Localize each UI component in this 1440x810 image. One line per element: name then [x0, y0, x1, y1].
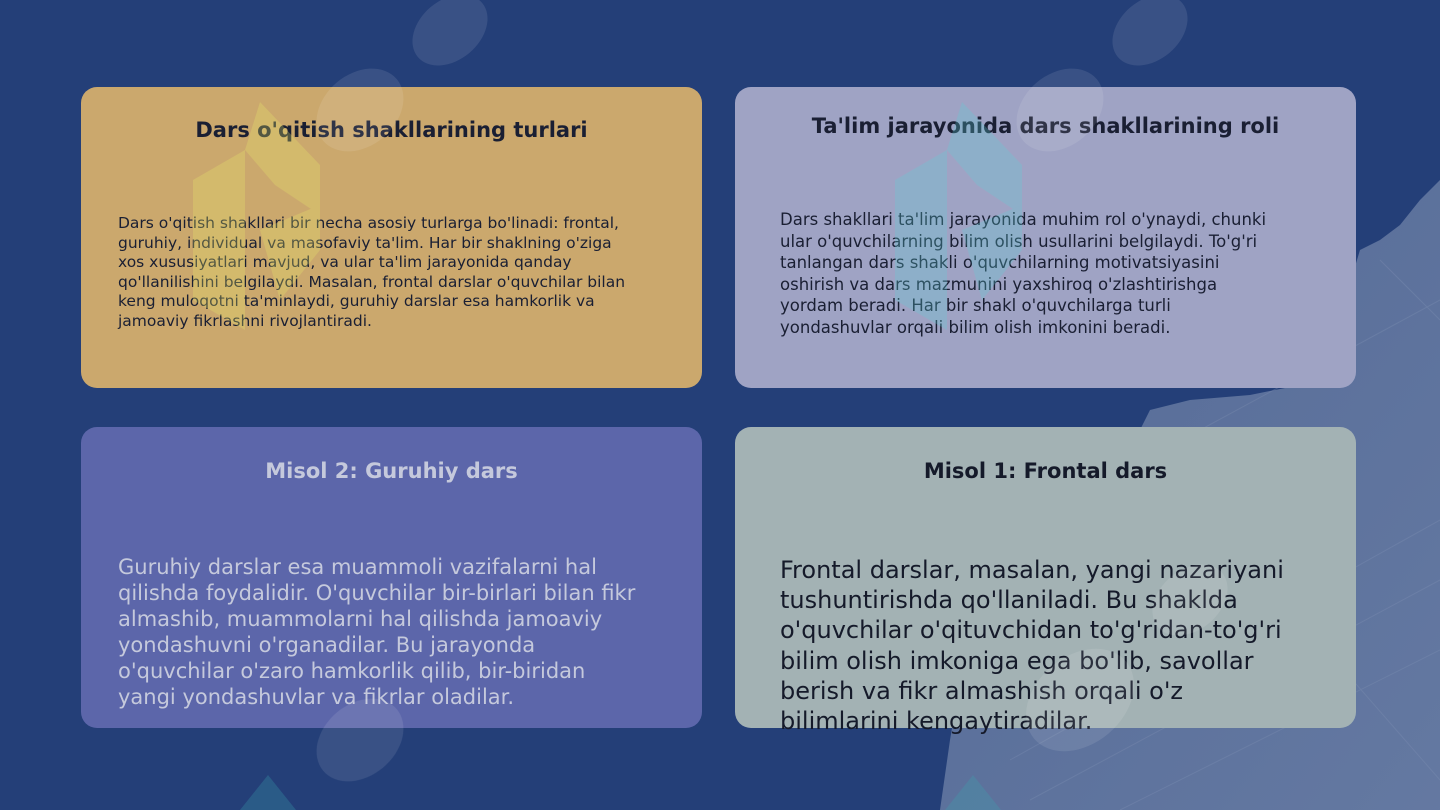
card-text: Guruhiy darslar esa muammoli vazifalarni hal qilishda foydalidir. O'quvchilar bir-birlari bilan fikr almashib, muammolarni hal qilishda jamoaviy yondashuvni o'rganadilar. Bu jarayonda o'quvchilar o'zaro hamkorlik qilib, bir-biridan yangi yondashuvlar va fikrlar oladilar. — [118, 555, 636, 709]
card-title: Dars o'qitish shakllarining turlari — [195, 118, 588, 142]
card-lesson-role — [735, 87, 1356, 388]
card-title: Misol 2: Guruhiy dars — [265, 459, 518, 483]
card-group-lesson — [81, 427, 702, 728]
card-text: Dars shakllari ta'lim jarayonida muhim rol o'ynaydi, chunki ular o'quvchilarning bilim olish usullarini belgilaydi. To'g'ri tanlangan dars shakli o'quvchilarning motivatsiyasini oshirish va dars mazmunini yaxshiroq o'zlashtirishga yordam beradi. Har bir shakl o'quvchilarga turli yondashuvlar orqali bilim olish imkonini beradi. — [780, 210, 1267, 337]
card-title: Ta'lim jarayonida dars shakllarining roli — [811, 114, 1280, 138]
card-text: Frontal darslar, masalan, yangi nazariyani tushuntirishda qo'llaniladi. Bu shaklda o'quvchilar o'qituvchidan to'g'ridan-to'g'ri bilim olish imkoniga ega bo'lib, savollar berish va fikr almashish orqali o'z bilimlarini kengaytiradilar. — [780, 556, 1284, 736]
card-lesson-types — [81, 87, 702, 388]
card-text: Dars o'qitish shakllari bir necha asosiy turlarga bo'linadi: frontal, guruhiy, individual va masofaviy ta'lim. Har bir shaklning o'ziga xos xususiyatlari mavjud, va ular ta'lim jarayonida qanday qo'llanilishini belgilaydi. Masalan, frontal darslar o'quvchilar bilan keng muloqotni ta'minlaydi, guruhiy darslar esa hamkorlik va jamoaviy fikrlashni rivojlantiradi. — [118, 214, 626, 330]
card-frontal-lesson — [735, 427, 1356, 736]
card-title: Misol 1: Frontal dars — [923, 459, 1168, 483]
